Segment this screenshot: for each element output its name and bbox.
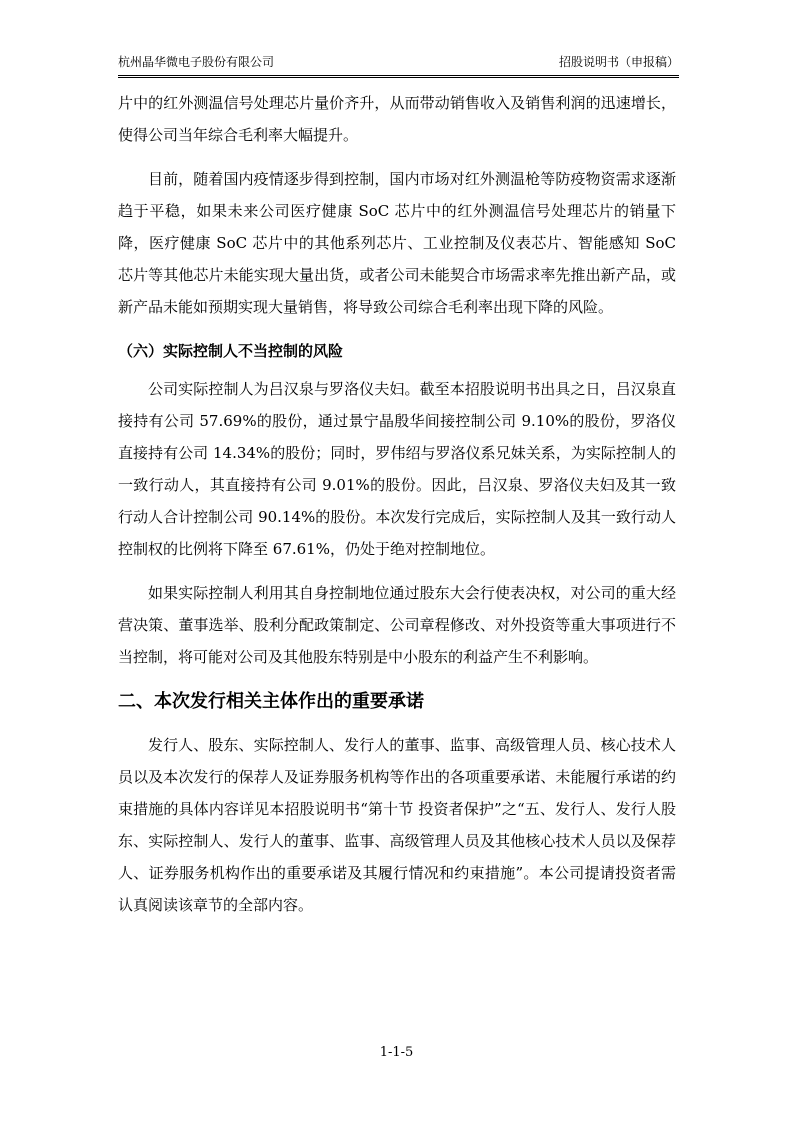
page-header — [118, 52, 679, 72]
paragraph-improper-control: 如果实际控制人利用其自身控制地位通过股东大会行使表决权，对公司的重大经营决策、董事选举、股利分配政策制定、公司章程修改、对外投资等重大事项进行不当控制，将可能对公司及其他股东特别是中小股东的利益产生不利影响。 — [118, 584, 676, 666]
document-body — [118, 87, 676, 921]
header-company-name: 杭州晶华微电子股份有限公司 — [118, 55, 275, 69]
subsection-heading-control-risk: （六）实际控制人不当控制的风险 — [118, 342, 344, 360]
paragraph-commitments: 发行人、股东、实际控制人、发行人的董事、监事、高级管理人员、核心技术人员以及本次发行的保荐人及证券服务机构等作出的各项重要承诺、未能履行承诺的约束措施的具体内容详见本招股说明书“第十节 投资者保护”之“五、发行人、发行人股东、实际控制人、发行人的董事、监事、高级管理人员及其他核心技术人员以及保荐人、证券服务机构作出的重要承诺及其履行情况和约束措施”。本公司提请投资者需认真阅读该章节的全部内容。 — [118, 736, 676, 914]
paragraph-margin-outlook: 目前，随着国内疫情逐步得到控制，国内市场对红外测温枪等防疫物资需求逐渐趋于平稳，如果未来公司医疗健康 SoC 芯片中的红外测温信号处理芯片的销量下降，医疗健康 SoC 芯片中的其他系列芯片、工业控制及仪表芯片、智能感知 SoC 芯片等其他芯片未能实现大量出货，或者公司未能契合市场需求率先推出新产品，或新产品未能如预期实现大量销售，将导致公司综合毛利率出现下降的风险。 — [118, 170, 676, 316]
paragraph-continued: 片中的红外测温信号处理芯片量价齐升，从而带动销售收入及销售利润的迅速增长，使得公司当年综合毛利率大幅提升。 — [118, 94, 676, 144]
page-number: 1-1-5 — [379, 1045, 414, 1060]
header-divider — [118, 75, 679, 78]
section-heading-commitments: 二、本次发行相关主体作出的重要承诺 — [118, 691, 424, 712]
paragraph-controller-shareholding: 公司实际控制人为吕汉泉与罗洛仪夫妇。截至本招股说明书出具之日，吕汉泉直接持有公司 57.69%的股份，通过景宁晶殷华间接控制公司 9.10%的股份，罗洛仪直接持有公司 14.34%的股份；同时，罗伟绍与罗洛仪系兄妹关系，为实际控制人的一致行动人，其直接持有公司 9.01%的股份。因此，吕汉泉、罗洛仪夫妇及其一致行动人合计控制公司 90.14%的股份。本次发行完成后，实际控制人及其一致行动人控制权的比例将下降至 67.61%，仍处于绝对控制地位。 — [118, 380, 676, 558]
header-document-title: 招股说明书（申报稿） — [558, 55, 679, 69]
